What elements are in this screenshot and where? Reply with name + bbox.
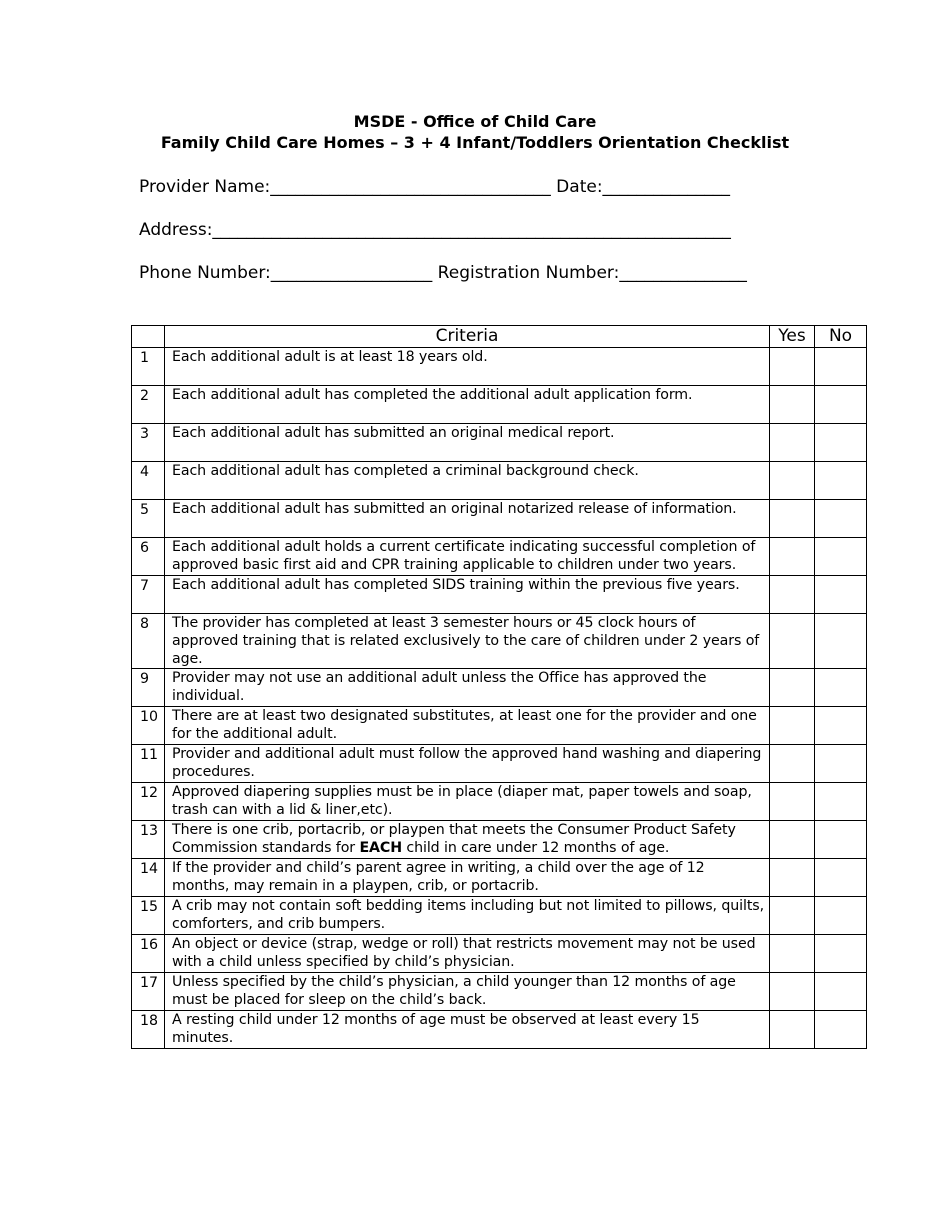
title-line-2: Family Child Care Homes – 3 + 4 Infant/Toddlers Orientation Checklist xyxy=(160,133,790,152)
criteria-text: Each additional adult has completed the additional adult application form. xyxy=(165,386,770,424)
yes-cell[interactable] xyxy=(770,500,815,538)
phone-registration-field[interactable]: Phone Number:___________________ Registration Number:_______________ xyxy=(139,263,747,283)
no-cell[interactable] xyxy=(815,821,867,859)
yes-cell[interactable] xyxy=(770,348,815,386)
criteria-text: Each additional adult holds a current certificate indicating successful completion of approved basic first aid and CPR training applicable to children under two years. xyxy=(165,538,770,576)
row-number: 16 xyxy=(132,935,165,973)
table-row xyxy=(132,462,867,500)
no-cell[interactable] xyxy=(815,386,867,424)
yes-cell[interactable] xyxy=(770,424,815,462)
table-row xyxy=(132,707,867,745)
orientation-checklist-table xyxy=(131,325,867,1049)
table-row xyxy=(132,745,867,783)
criteria-text: An object or device (strap, wedge or roll) that restricts movement may not be used with a child unless specified by child’s physician. xyxy=(165,935,770,973)
criteria-text-part: child in care under 12 months of age. xyxy=(402,840,670,856)
criteria-text: Provider may not use an additional adult unless the Office has approved the individual. xyxy=(165,669,770,707)
table-row xyxy=(132,538,867,576)
no-cell[interactable] xyxy=(815,462,867,500)
row-number: 11 xyxy=(132,745,165,783)
yes-cell[interactable] xyxy=(770,745,815,783)
criteria-text xyxy=(165,821,770,859)
criteria-text: Approved diapering supplies must be in place (diaper mat, paper towels and soap, trash can with a lid & liner,etc). xyxy=(165,783,770,821)
no-cell[interactable] xyxy=(815,935,867,973)
row-number: 4 xyxy=(132,462,165,500)
address-field[interactable]: Address:_____________________________________________________________ xyxy=(139,220,731,240)
row-number: 10 xyxy=(132,707,165,745)
table-row xyxy=(132,348,867,386)
table-row xyxy=(132,424,867,462)
provider-name-date-field[interactable]: Provider Name:_________________________________ Date:_______________ xyxy=(139,177,731,197)
yes-cell[interactable] xyxy=(770,614,815,669)
yes-cell[interactable] xyxy=(770,707,815,745)
table-row xyxy=(132,821,867,859)
table-row xyxy=(132,783,867,821)
table-row xyxy=(132,859,867,897)
criteria-emphasis: EACH xyxy=(359,840,402,856)
no-cell[interactable] xyxy=(815,500,867,538)
no-cell[interactable] xyxy=(815,348,867,386)
table-row xyxy=(132,386,867,424)
table-row xyxy=(132,669,867,707)
row-number: 14 xyxy=(132,859,165,897)
no-cell[interactable] xyxy=(815,538,867,576)
number-header xyxy=(132,326,165,348)
no-cell[interactable] xyxy=(815,973,867,1011)
title-line-1: MSDE - Office of Child Care xyxy=(353,112,597,131)
row-number: 5 xyxy=(132,500,165,538)
row-number: 13 xyxy=(132,821,165,859)
no-cell[interactable] xyxy=(815,783,867,821)
yes-cell[interactable] xyxy=(770,897,815,935)
table-row xyxy=(132,614,867,669)
row-number: 17 xyxy=(132,973,165,1011)
criteria-text: Each additional adult is at least 18 years old. xyxy=(165,348,770,386)
row-number: 2 xyxy=(132,386,165,424)
row-number: 15 xyxy=(132,897,165,935)
table-row xyxy=(132,973,867,1011)
yes-cell[interactable] xyxy=(770,386,815,424)
yes-cell[interactable] xyxy=(770,1011,815,1049)
document-title xyxy=(0,111,950,153)
row-number: 1 xyxy=(132,348,165,386)
criteria-text: If the provider and child’s parent agree in writing, a child over the age of 12 months, may remain in a playpen, crib, or portacrib. xyxy=(165,859,770,897)
no-cell[interactable] xyxy=(815,897,867,935)
table-row xyxy=(132,935,867,973)
no-cell[interactable] xyxy=(815,424,867,462)
row-number: 3 xyxy=(132,424,165,462)
yes-cell[interactable] xyxy=(770,821,815,859)
criteria-text: A resting child under 12 months of age must be observed at least every 15 minutes. xyxy=(165,1011,770,1049)
table-row xyxy=(132,897,867,935)
yes-cell[interactable] xyxy=(770,973,815,1011)
row-number: 9 xyxy=(132,669,165,707)
criteria-text: Each additional adult has submitted an original medical report. xyxy=(165,424,770,462)
table-header-row xyxy=(132,326,867,348)
row-number: 7 xyxy=(132,576,165,614)
row-number: 8 xyxy=(132,614,165,669)
no-cell[interactable] xyxy=(815,614,867,669)
yes-cell[interactable] xyxy=(770,538,815,576)
criteria-text: Unless specified by the child’s physician, a child younger than 12 months of age must be placed for sleep on the child’s back. xyxy=(165,973,770,1011)
criteria-text: Each additional adult has completed SIDS training within the previous five years. xyxy=(165,576,770,614)
criteria-header: Criteria xyxy=(165,326,770,348)
yes-cell[interactable] xyxy=(770,783,815,821)
yes-header: Yes xyxy=(770,326,815,348)
row-number: 18 xyxy=(132,1011,165,1049)
criteria-text: Provider and additional adult must follow the approved hand washing and diapering procedures. xyxy=(165,745,770,783)
criteria-text: There are at least two designated substitutes, at least one for the provider and one for the additional adult. xyxy=(165,707,770,745)
row-number: 6 xyxy=(132,538,165,576)
criteria-text: Each additional adult has completed a criminal background check. xyxy=(165,462,770,500)
yes-cell[interactable] xyxy=(770,935,815,973)
no-cell[interactable] xyxy=(815,859,867,897)
yes-cell[interactable] xyxy=(770,462,815,500)
no-cell[interactable] xyxy=(815,745,867,783)
criteria-text: The provider has completed at least 3 semester hours or 45 clock hours of approved training that is related exclusively to the care of children under 2 years of age. xyxy=(165,614,770,669)
yes-cell[interactable] xyxy=(770,669,815,707)
table-row xyxy=(132,500,867,538)
no-cell[interactable] xyxy=(815,707,867,745)
no-cell[interactable] xyxy=(815,1011,867,1049)
yes-cell[interactable] xyxy=(770,576,815,614)
yes-cell[interactable] xyxy=(770,859,815,897)
table-row xyxy=(132,1011,867,1049)
criteria-text: A crib may not contain soft bedding items including but not limited to pillows, quilts, comforters, and crib bumpers. xyxy=(165,897,770,935)
row-number: 12 xyxy=(132,783,165,821)
no-header: No xyxy=(815,326,867,348)
criteria-text: Each additional adult has submitted an original notarized release of information. xyxy=(165,500,770,538)
no-cell[interactable] xyxy=(815,669,867,707)
no-cell[interactable] xyxy=(815,576,867,614)
criteria-text-part: There is one crib, portacrib, or playpen that meets the Consumer Product Safety Commission standards for xyxy=(172,822,736,856)
table-row xyxy=(132,576,867,614)
